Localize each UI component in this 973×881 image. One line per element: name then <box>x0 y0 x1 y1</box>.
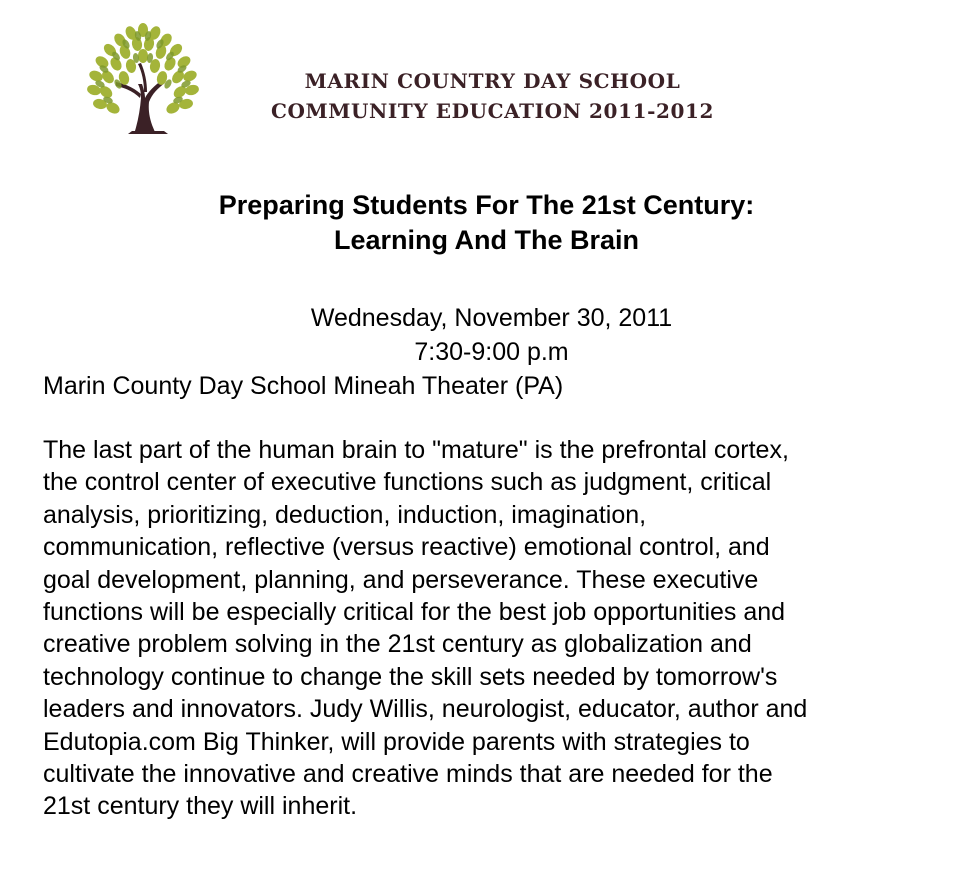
description-line: 21st century they will inherit. <box>43 792 358 821</box>
event-title <box>0 188 973 258</box>
description-line: communication, reflective (versus reactive) emotional control, and <box>43 533 770 562</box>
event-location: Marin County Day School Mineah Theater (PA) <box>43 372 564 400</box>
event-time: 7:30-9:00 p.m <box>414 338 569 366</box>
tree-icon <box>78 22 208 136</box>
event-title-line-1: Preparing Students For The 21st Century: <box>218 190 755 220</box>
description-line: Edutopia.com Big Thinker, will provide parents with strategies to <box>43 727 750 756</box>
description-line: cultivate the innovative and creative minds that are needed for the <box>43 760 773 789</box>
school-name: MARIN COUNTRY DAY SCHOOL <box>304 69 681 93</box>
description-line: the control center of executive functions such as judgment, critical <box>43 468 772 497</box>
school-header <box>215 66 770 126</box>
description-line: The last part of the human brain to "mature" is the prefrontal cortex, <box>43 436 789 464</box>
description-line: creative problem solving in the 21st century as globalization and <box>43 630 752 659</box>
description-line: technology continue to change the skill sets needed by tomorrow's <box>43 662 778 691</box>
description-line: analysis, prioritizing, deduction, induction, imagination, <box>43 500 647 529</box>
description-line: functions will be especially critical for the best job opportunities and <box>43 598 786 627</box>
event-description <box>43 434 948 823</box>
event-date: Wednesday, November 30, 2011 <box>310 304 673 332</box>
school-logo <box>78 22 208 136</box>
event-title-line-2: Learning And The Brain <box>333 225 639 255</box>
program-name: COMMUNITY EDUCATION 2011-2012 <box>270 99 715 123</box>
description-line: leaders and innovators. Judy Willis, neurologist, educator, author and <box>43 695 808 724</box>
description-line: goal development, planning, and perseverance. These executive <box>43 565 759 594</box>
